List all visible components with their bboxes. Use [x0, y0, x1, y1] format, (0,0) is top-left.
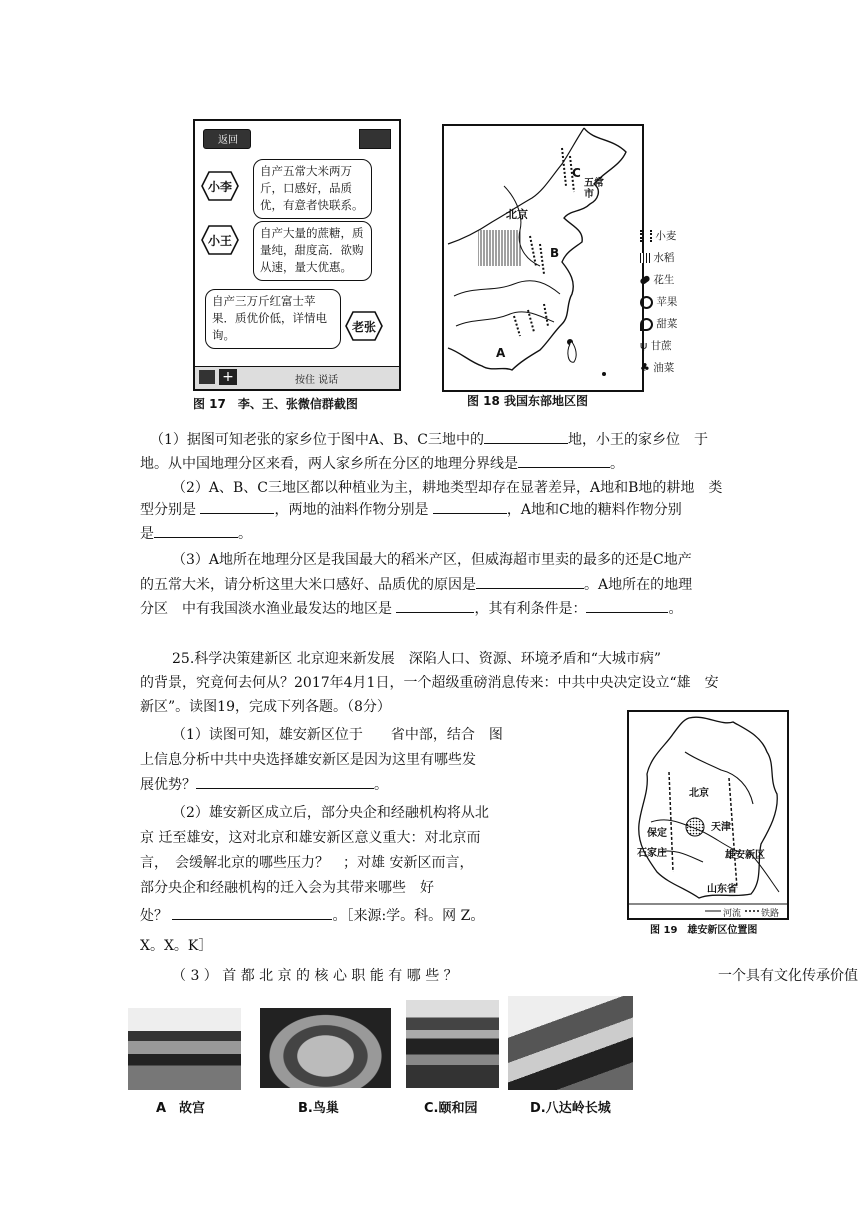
apple-icon — [640, 296, 653, 309]
figure-17-wechat-screenshot — [193, 119, 401, 391]
map-label-baoding: 保定 — [647, 828, 667, 839]
answer-blank[interactable] — [154, 523, 238, 538]
answer-blank[interactable] — [200, 499, 274, 514]
q25-part2-line5: 处？ 。［来源:学。科。网 Z。 — [140, 904, 484, 928]
legend-wheat: 小麦 — [655, 230, 677, 242]
legend-apple: 苹果 — [656, 296, 678, 308]
avatar-xiaoli: 小李 — [201, 171, 239, 201]
photo-birds-nest — [260, 1008, 391, 1088]
figure-18-legend — [640, 228, 700, 388]
map-label-shandong: 山东省 — [707, 884, 737, 895]
legend-river: 河流 — [723, 909, 742, 919]
back-button: 返回 — [203, 129, 251, 149]
answer-blank[interactable] — [396, 598, 474, 613]
photo-label-a: A 故宫 — [156, 1101, 206, 1116]
wheat-icon — [640, 230, 652, 242]
press-to-talk: 按住 说话 — [295, 375, 339, 386]
photo-label-c: C.颐和园 — [424, 1101, 478, 1116]
q25-part2-line1: （2）雄安新区成立后，部分央企和经融机构将从北 — [172, 805, 489, 821]
rapeseed-icon: ♣ — [640, 361, 650, 374]
q25-intro-line3: 新区”。读图19，完成下列各题。（8分） — [140, 699, 391, 715]
q25-part1-line2: 上信息分析中共中央选择雄安新区是因为这里有哪些发 — [140, 752, 476, 768]
q25-part2-line6: X。X。K］ — [140, 938, 213, 954]
plus-icon: + — [219, 369, 237, 385]
q24-part2-line1: （2）A、B、C三地区都以种植业为主，耕地类型却存在显著差异，A地和B地的耕地 类 — [172, 480, 723, 496]
map-label-beijing: 北京 — [689, 788, 709, 799]
message-laozhang: 自产三万斤红富士苹果．质优价低，详情电询。 — [205, 289, 341, 349]
legend-sugar-beet: 甜菜 — [656, 318, 678, 330]
answer-blank[interactable] — [586, 598, 668, 613]
q24-part3-line1: （3）A地所在地理分区是我国最大的稻米产区，但威海超市里卖的最多的还是C地产 — [172, 552, 692, 568]
q25-part2-line2: 京 迁至雄安，这对北京和雄安新区意义重大：对北京而 — [140, 830, 481, 846]
keyboard-icon — [199, 370, 215, 384]
answer-blank[interactable] — [476, 574, 584, 589]
rice-icon — [640, 253, 650, 263]
profile-icon — [359, 129, 391, 149]
legend-peanut: 花生 — [653, 274, 675, 286]
map-label-a: A — [496, 346, 506, 360]
sugarcane-icon: ψ — [640, 339, 648, 352]
avatar-laozhang: 老张 — [345, 311, 383, 341]
figure-17-caption: 图 17 李、王、张微信群截图 — [193, 397, 358, 411]
q25-part3-line1: （ 3 ） 首 都 北 京 的 核 心 职 能 有 哪 些 ？ — [172, 968, 458, 984]
figure-19-xiongan-map — [627, 710, 789, 920]
q25-part1-line3: 展优势？ 。 — [140, 773, 388, 797]
photo-label-d: D.八达岭长城 — [530, 1101, 611, 1116]
answer-blank[interactable] — [433, 499, 507, 514]
photo-great-wall — [508, 996, 633, 1090]
q24-part3-line2: 的五常大米，请分析这里大米口感好、品质优的原因是 。A地所在的地理 — [140, 573, 692, 597]
avatar-xiaowang: 小王 — [201, 225, 239, 255]
input-bar — [195, 366, 399, 389]
photo-summer-palace — [406, 1000, 499, 1088]
map-label-shijiazhuang: 石家庄 — [637, 848, 667, 859]
legend-railway: 铁路 — [761, 909, 780, 919]
map-label-tianjin: 天津 — [711, 822, 731, 833]
q25-part1-line1: （1）读图可知，雄安新区位于 省中部，结合 图 — [172, 727, 503, 743]
legend-sugarcane: 甘蔗 — [650, 340, 672, 352]
q25-intro-line1: 25.科学决策建新区 北京迎来新发展 深陷人口、资源、环境矛盾和“大城市病” — [172, 651, 662, 667]
answer-blank[interactable] — [172, 905, 332, 920]
q25-intro-line2: 的背景，究竟何去何从？2017年4月1日，一个超级重磅消息传来：中共中央决定设立“雄 安 — [140, 675, 719, 691]
map-label-beijing: 北京 — [506, 208, 528, 221]
legend-rice: 水稻 — [653, 252, 675, 264]
map-label-c: C — [572, 166, 581, 180]
east-china-map-drawing — [444, 126, 642, 390]
sugar-beet-icon — [640, 318, 653, 331]
answer-blank[interactable] — [518, 453, 610, 468]
q25-part2-line3: 言， 会缓解北京的哪些压力？ ；对雄 安新区而言， — [140, 855, 474, 871]
map-label-xiongan: 雄安新区 — [725, 850, 765, 861]
map-label-b: B — [550, 246, 560, 260]
photo-forbidden-city — [128, 1008, 241, 1090]
message-xiaowang: 自产大量的蔗糖，质量纯，甜度高．欲购从速，量大优惠。 — [253, 221, 372, 281]
q24-part3-line3: 分区 中有我国淡水渔业最发达的地区是 ，其有利条件是： 。 — [140, 597, 682, 621]
figure-18-caption: 图 18 我国东部地区图 — [467, 394, 589, 408]
legend-rapeseed: 油菜 — [653, 362, 675, 374]
q25-part2-line4: 部分央企和经融机构的迁入会为其带来哪些 好 — [140, 880, 434, 896]
q24-part1-line1: （1）据图可知老张的家乡位于图中A、B、C三地中的 地，小王的家乡位 于 — [150, 428, 708, 452]
q24-part1-line2: 地。从中国地理分区来看，两人家乡所在分区的地理分界线是 。 — [140, 452, 624, 476]
answer-blank[interactable] — [196, 774, 374, 789]
figure-19-caption: 图 19 雄安新区位置图 — [650, 925, 758, 936]
q24-part2-line2: 型分别是 ，两地的油料作物分别是 ，A地和C地的糖料作物分别 — [140, 498, 682, 522]
photo-label-b: B.鸟巢 — [298, 1101, 339, 1116]
q25-part3-right-text: 一个具有文化传承价值 — [718, 968, 858, 984]
figure-18-east-china-map — [442, 124, 644, 392]
answer-blank[interactable] — [484, 429, 568, 444]
peanut-icon — [639, 275, 651, 286]
message-xiaoli: 自产五常大米两万斤，口感好，品质优，有意者快联系。 — [253, 159, 372, 219]
q24-part2-line3: 是 。 — [140, 522, 252, 546]
map-label-wuchang: 五常市 — [584, 178, 604, 200]
